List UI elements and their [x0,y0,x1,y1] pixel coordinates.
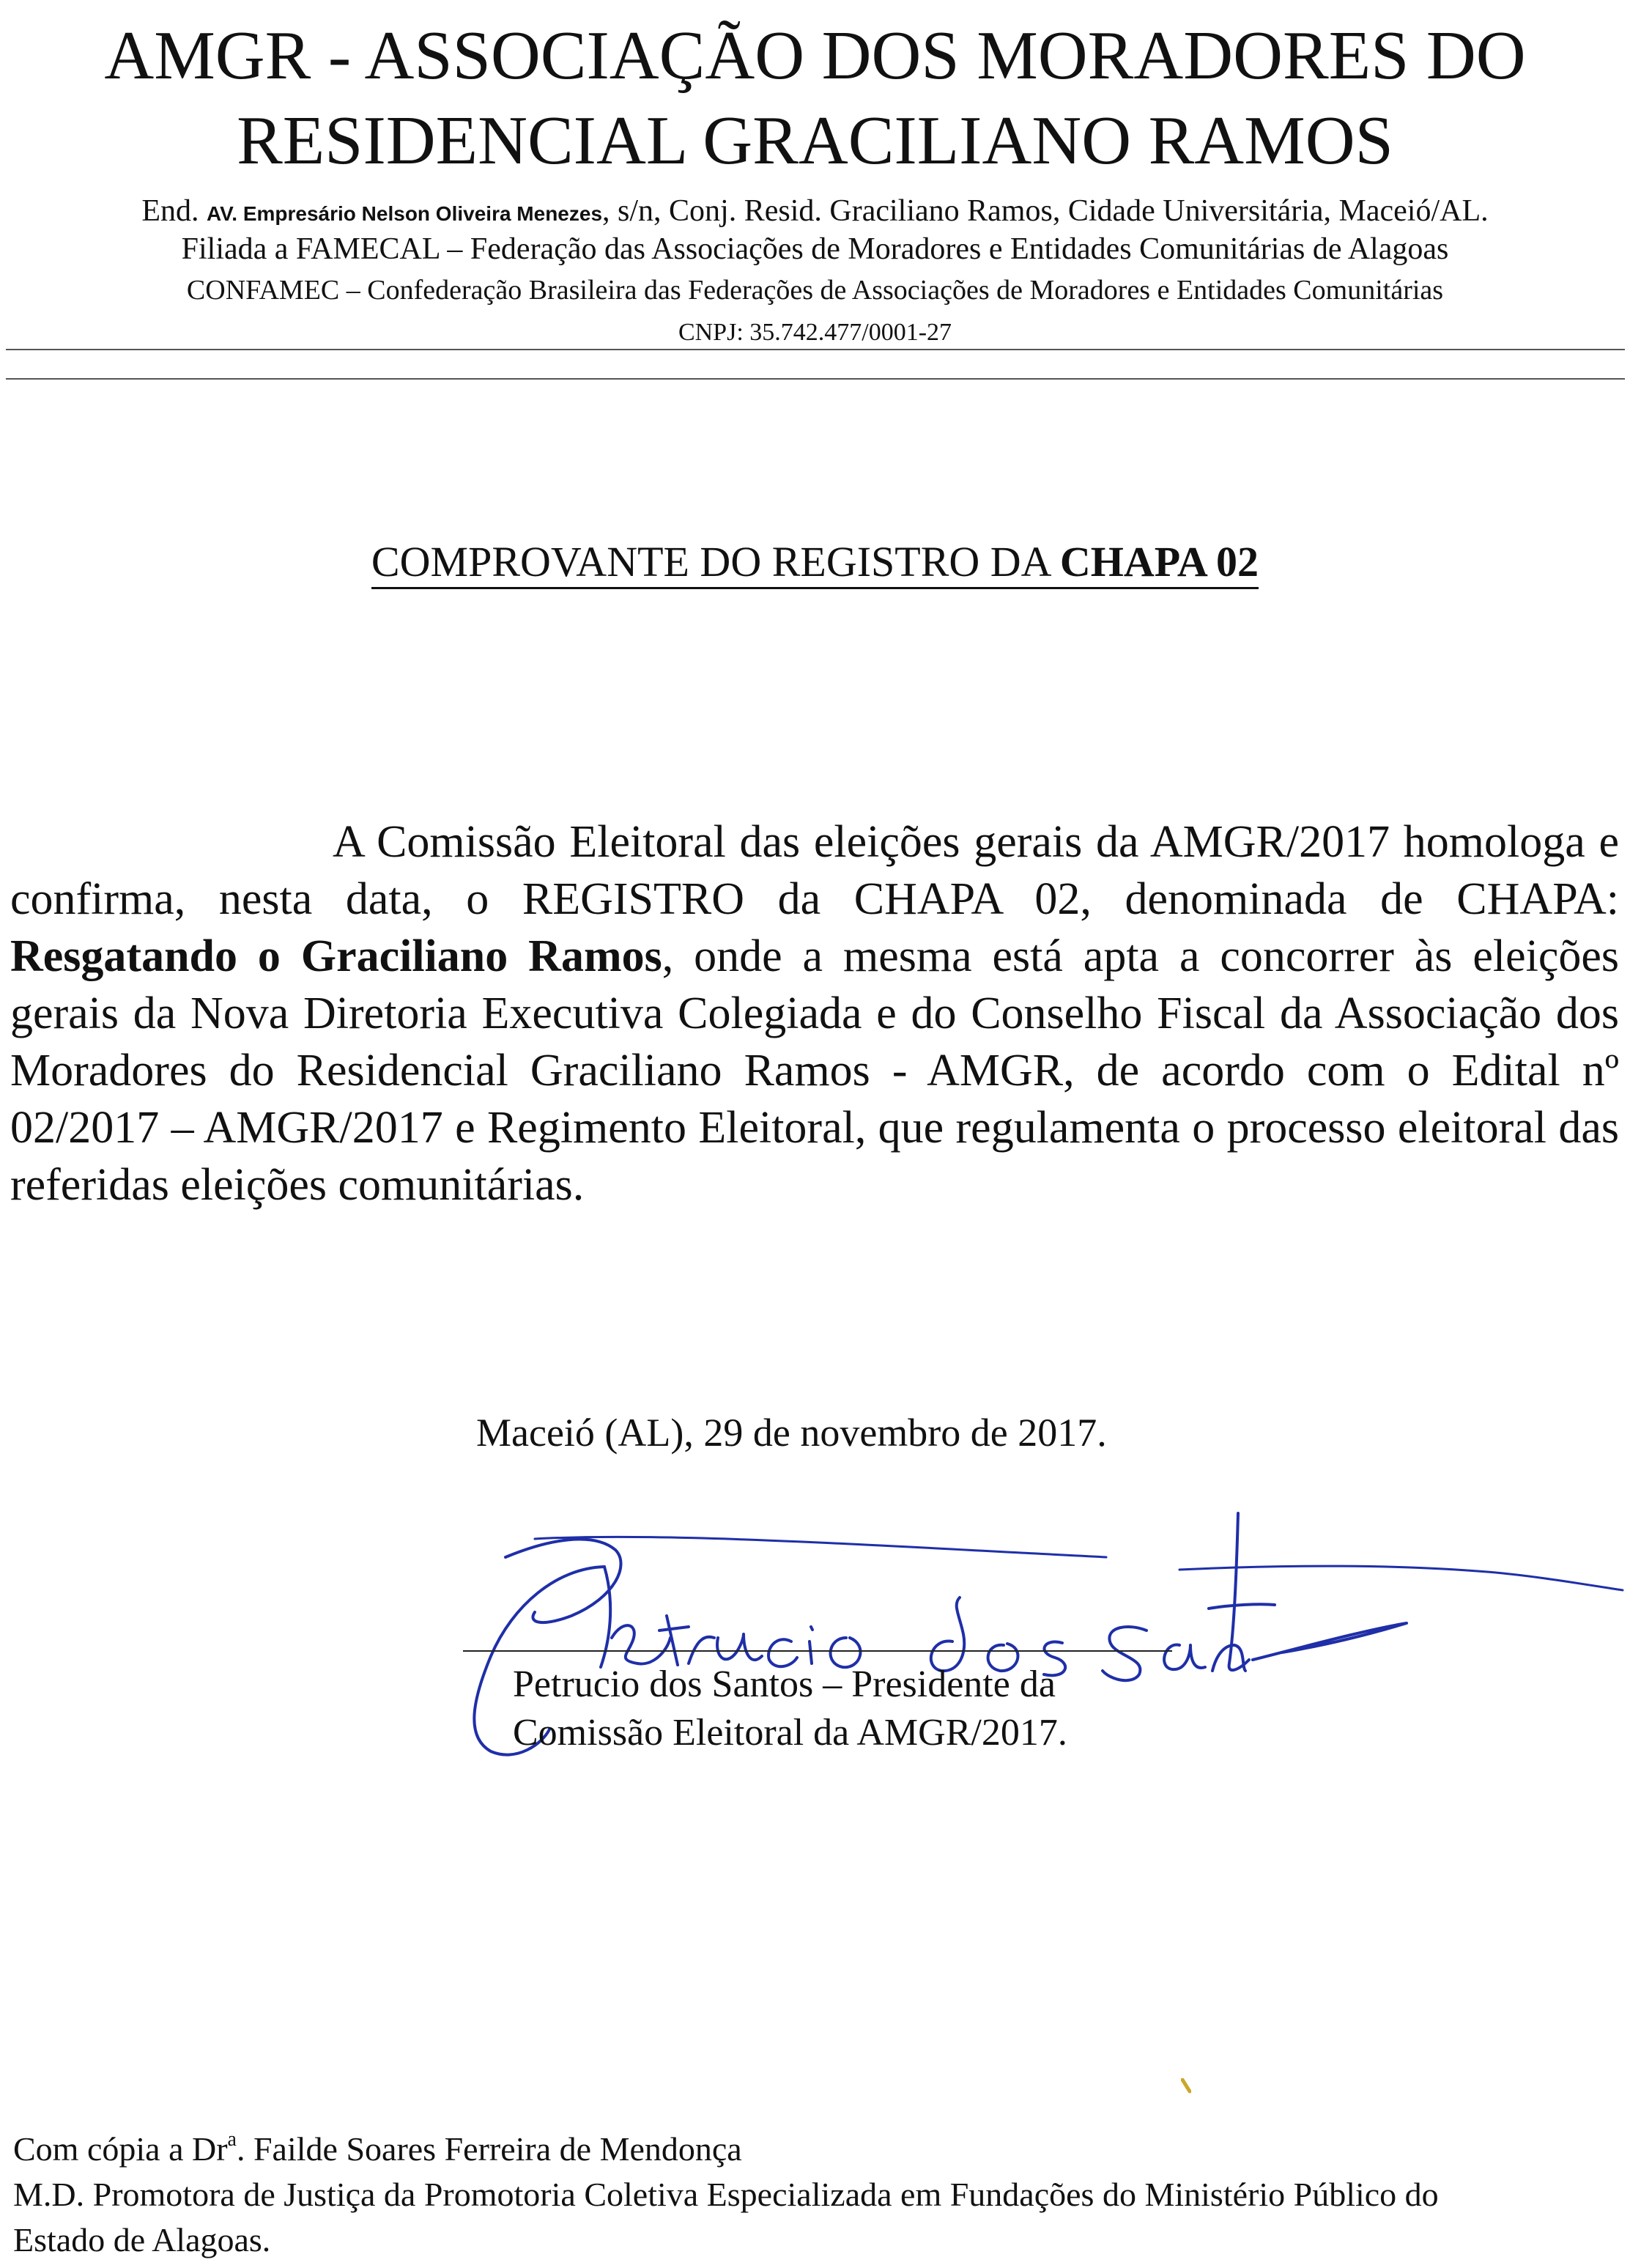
copy-name: . Failde Soares Ferreira de Mendonça [236,2130,742,2168]
signatory-name: Petrucio dos Santos – Presidente da [513,1663,1056,1705]
cnpj-line: CNPJ: 35.742.477/0001-27 [678,319,952,346]
body-text-part1: A Comissão Eleitoral das eleições gerais da AMGR/2017 homologa e confirma, nesta data, o REGISTRO da CHAPA 02, denominada de CHAPA: [10,817,1619,924]
copy-prefix: Com cópia a Dr [13,2130,228,2168]
header-rule-top [6,349,1625,350]
body-paragraph [10,813,1619,1214]
signature-line [463,1650,1172,1652]
signatory-role: Comissão Eleitoral da AMGR/2017. [513,1712,1067,1754]
recipient-state-line: Estado de Alagoas. [13,2221,271,2258]
chapa-name: Resgatando o Graciliano Ramos [10,931,662,981]
affiliation-line: Filiada a FAMECAL – Federação das Associações de Moradores e Entidades Comunitárias de Alagoas [181,232,1449,266]
body-text-part2: , onde a mesma está apta a concorrer às eleições gerais da Nova Diretoria Executiva Colegiada e do Conselho Fiscal da Associação dos Moradores do Residencial Graciliano Ramos - AMGR, de acordo com o Edital nº 02/2017 – AMGR/2017 e Regimento Eleitoral, que regulamenta o processo eleitoral das referidas eleições comunitárias. [10,931,1619,1210]
address-street: AV. Empresário Nelson Oliveira Menezes [207,202,603,225]
copy-recipient-line [13,2128,742,2171]
recipient-title-line: M.D. Promotora de Justiça da Promotoria Coletiva Especializada em Fundações do Ministério Público do [13,2176,1439,2213]
paper-speck [1181,2078,1191,2094]
address-line [0,192,1630,233]
document-title-prefix: COMPROVANTE DO REGISTRO DA [371,538,1060,586]
document-title-bold: CHAPA 02 [1059,538,1259,586]
association-title-line1: AMGR - ASSOCIAÇÃO DOS MORADORES DO [104,18,1526,94]
address-prefix: End. [141,194,199,228]
address-rest: , s/n, Conj. Resid. Graciliano Ramos, Cidade Universitária, Maceió/AL. [602,194,1489,228]
header-rule-bottom [6,378,1625,380]
copy-superscript: a [227,2128,237,2151]
document-title [0,536,1630,588]
date-line: Maceió (AL), 29 de novembro de 2017. [476,1411,1107,1455]
confederation-line: CONFAMEC – Confederação Brasileira das Federações de Associações de Moradores e Entidades Comunitárias [186,275,1444,306]
association-title-line2: RESIDENCIAL GRACILIANO RAMOS [237,103,1393,179]
